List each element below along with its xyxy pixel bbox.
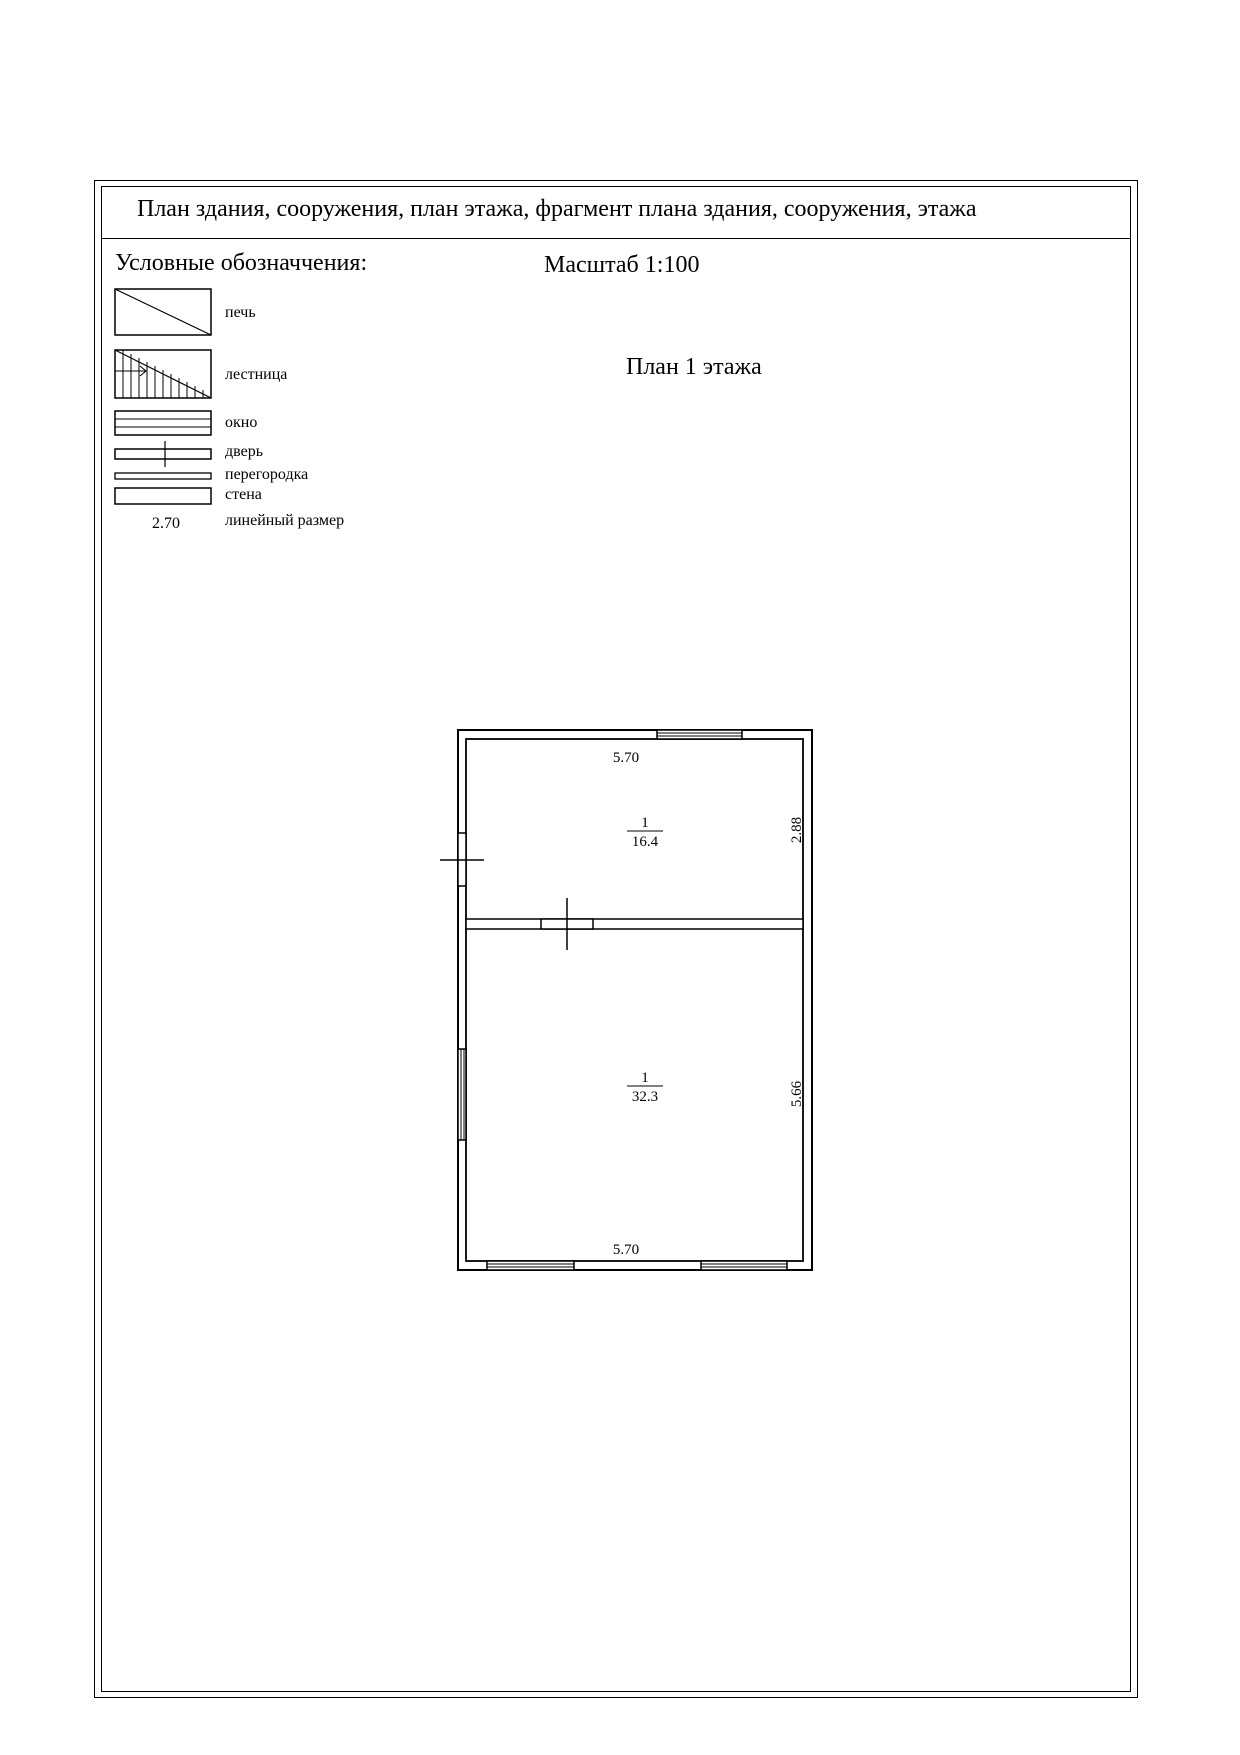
- door-icon: [114, 440, 212, 468]
- dimension-sample: 2.70: [152, 515, 180, 532]
- legend-label-stair: лестница: [225, 366, 288, 383]
- window-bottom-right: [701, 1261, 787, 1270]
- stair-icon: [114, 349, 212, 399]
- stove-icon: [114, 288, 212, 336]
- partition-wall: [466, 919, 803, 929]
- legend-heading: Условные обозначчения:: [115, 250, 368, 276]
- exterior-wall-inner: [466, 739, 803, 1261]
- legend-label-partition: перегородка: [225, 466, 309, 483]
- floor-plan: [440, 720, 840, 1280]
- window-top: [657, 730, 742, 739]
- legend-label-window: окно: [225, 414, 258, 431]
- title-block: [101, 186, 1131, 239]
- legend-label-dimension: линейный размер: [225, 512, 345, 529]
- room-2-number: 1: [641, 1070, 649, 1086]
- dim-bottom-width: 5.70: [612, 1242, 640, 1258]
- legend-label-wall: стена: [225, 486, 262, 503]
- dim-lower-depth: 5.66: [789, 1080, 805, 1108]
- scale-label: Масштаб 1:100: [544, 252, 700, 278]
- room-1-number: 1: [641, 815, 649, 831]
- floor-title: План 1 этажа: [626, 354, 762, 380]
- room-2-area: 32.3: [631, 1089, 659, 1105]
- dim-upper-depth: 2.88: [789, 816, 805, 844]
- dim-top-width: 5.70: [612, 750, 640, 766]
- partition-icon: [114, 471, 212, 481]
- document-title: План здания, сооружения, план этажа, фрагмент плана здания, сооружения, этажа: [137, 196, 977, 222]
- window-icon: [114, 410, 212, 436]
- room-1-area: 16.4: [631, 834, 659, 850]
- window-left: [458, 1049, 466, 1140]
- exterior-wall-outer: [458, 730, 812, 1270]
- legend-label-stove: печь: [225, 304, 256, 321]
- legend-label-door: дверь: [225, 443, 263, 460]
- wall-icon: [114, 487, 212, 505]
- window-bottom-left: [487, 1261, 574, 1270]
